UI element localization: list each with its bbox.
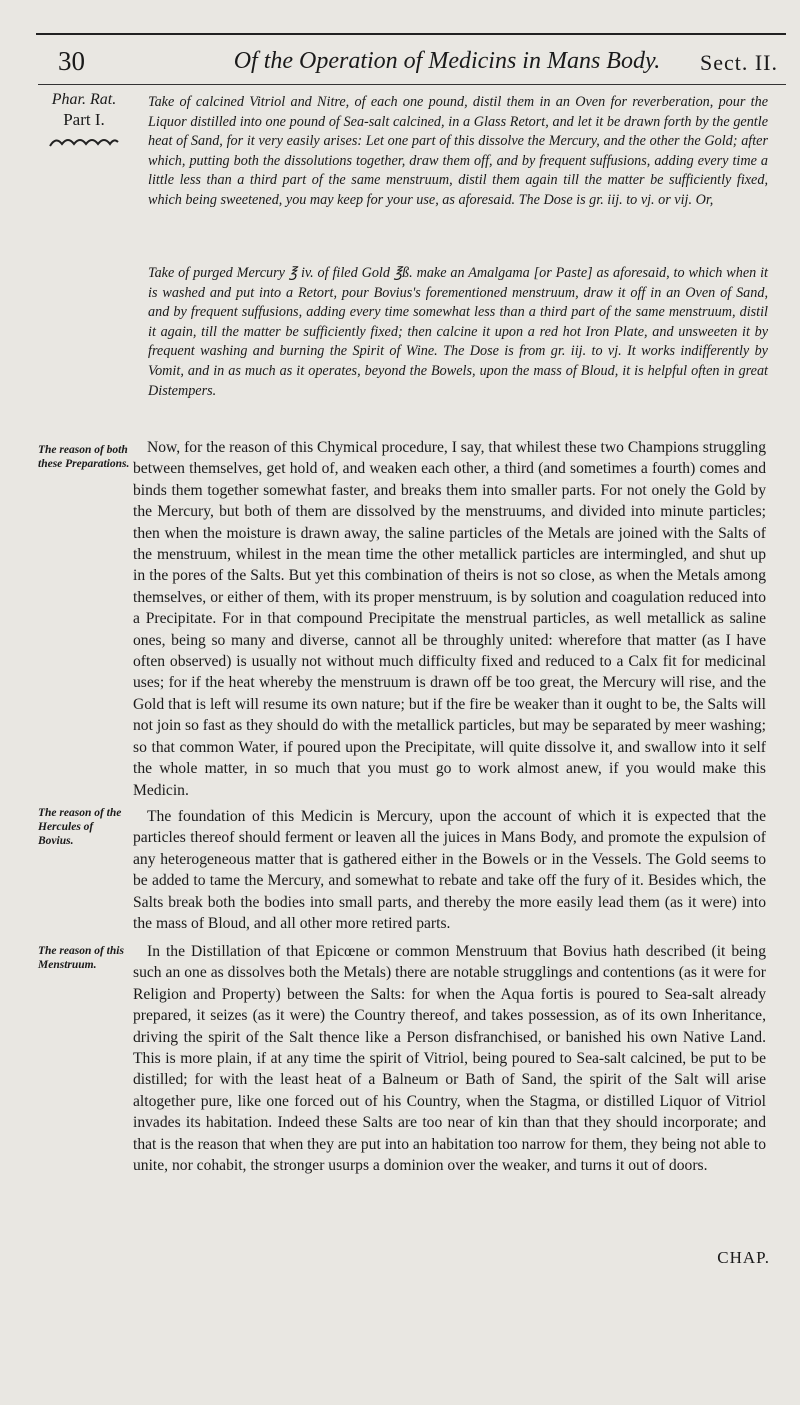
source-label: Phar. Rat.: [51, 91, 117, 108]
recipe-two: [148, 264, 768, 401]
page-number: 30: [58, 46, 85, 76]
recipe-two-text: Take of purged Mercury ℥ iv. of filed Gold ℥ß. make an Amalgama [or Paste] as aforesaid, to which when it is washed and put into a Retort, pour Bovius's forementioned menstruum, draw it off in an Oven of Sand, and by frequent suffusions, adding every time somewhat less than a third part of the same menstruum, distil it again, till the matter be sufficiently fixed; then calcine it upon a red hot Iron Plate, and unsweeten it by frequent washing and burning the Spirit of Wine. The Dose is from gr. iij. to vj. It works indifferently by Vomit, and in as much as it operates, beyond the Bowels, upon the mass of Bloud, it is helpful often in great Distempers.: [148, 265, 768, 399]
margin-note-menstruum: The reason of this Menstruum.: [38, 945, 124, 971]
paragraph-text: Now, for the reason of this Chymical procedure, I say, that whilest these two Champions struggling between themselves, get hold of, and weaken each other, a third (and sometimes a fourth) comes and binds them together somewhat faster, and breaks them into smaller parts. For not onely the Gold by the Mercury, but both of them are dissolved by the menstruums, and divided into minute particles; then when the moisture is drawn away, the saline particles of the Metals are joined with the Salts of the menstruum, whilest in the mean time the other metallick particles are intermingled, and shut up in the pores of the Salts. But yet this combination of theirs is not so close, as when the Metals among themselves, or either of them, with its proper menstruum, is by solution and coagulation reduced into a Precipitate. For in that compound Precipitate the menstrual particles, as well metallick as saline ones, being so many and diverse, cannot all be throughly united: wherefore that matter (as I have often observed) is usually not without much difficulty fixed and reduced to a Calx fit for medicinal uses; for if the heat whereby the menstruum is drawn off be too great, the Mercury will rise, and the Gold that is left will resume its own nature; but if the fire be weaker than it ought to be, the Salts will not join so fast as they should do with the metallick particles, but may be separated by meer washing; so that common Water, if poured upon the Precipitate, will quite dissolve it, and swallow into it self the whole matter, in so much that you must go to work almost anew, if you would make this Medicin.: [133, 439, 767, 799]
ornament-icon: [48, 134, 120, 150]
body-paragraph-distillation: [133, 941, 766, 1176]
paragraph-text: In the Distillation of that Epicœne or common Menstruum that Bovius hath described (it being such an one as dissolves both the Metals) there are notable strugglings and contentions (as it were for Religion and Property) between the Salts: for when the Aqua fortis is poured to Sea-salt already prepared, it seizes (as it were) the Country thereof, and takes possession, as of its own Inheritance, driving the spirit of the Salt thence like a Person disfranchised, or banished his own Native Land. This is more plain, if at any time the spirit of Vitriol, being poured to Sea-salt calcined, be put to be distilled; for with the least heat of a Balneum or Bath of Sand, the spirit of the Salt will arise altogether pure, like one forced out of his Country, when the Stagma, or distilled Liquor of Vitriol invades its habitation. Indeed these Salts are too near of kin than that they should incorporate; and that is the reason that when they are put into an habitation too narrow for them, they being not able to unite, nor cohabit, the stronger usurps a dominion over the weaker, and turns it out of doors.: [133, 943, 766, 1175]
recipe-one: [148, 93, 768, 211]
body-paragraph-foundation: [133, 806, 766, 934]
page-header: [38, 46, 786, 86]
body-paragraph-reason: [133, 437, 766, 801]
margin-note-preparations: The reason of both these Preparations.: [38, 444, 130, 470]
margin-note-hercules: The reason of the Hercules of Bovius.: [38, 807, 122, 847]
paragraph-text: The foundation of this Medicin is Mercury, upon the account of which it is expected that the particles thereof should ferment or leaven all the juices in Mans Body, and promote the expulsion of any heterogeneous matter that is gathered either in the Bowels or in the Vessels. The Gold seems to be added to tame the Mercury, and somewhat to rebate and take off the fury of it. Besides which, the Salts break both the bodies into small parts, and thereby the more easily lead them (as it were) into the mass of Bloud, and all other more retired parts.: [133, 808, 766, 933]
part-label: Part I.: [63, 110, 105, 129]
section-label: Sect. II.: [699, 50, 778, 75]
catchword: CHAP.: [717, 1248, 770, 1267]
header-rule: [38, 84, 786, 85]
running-title: Of the Operation of Medicins in Mans Body.: [233, 48, 661, 74]
top-rule: [36, 33, 786, 35]
pharmacopoeia-reference: [30, 90, 138, 150]
recipe-one-text: Take of calcined Vitriol and Nitre, of each one pound, distil them in an Oven for reverberation, pour the Liquor distilled into one pound of Sea-salt calcined, in a Glass Retort, and let it be drawn forth by the gentle heat of Sand, for it very easily arises: Let one part of this dissolve the Mercury, and the other the Gold; after which, putting both the dissolutions together, draw them off, and by frequent suffusions, adding every time a little less than a third part of the same menstruum, distil them again till the matter be sufficiently fixed, which being sweetened, you may keep for your use, as aforesaid. The Dose is gr. iij. to vj. or vij. Or,: [148, 94, 768, 208]
